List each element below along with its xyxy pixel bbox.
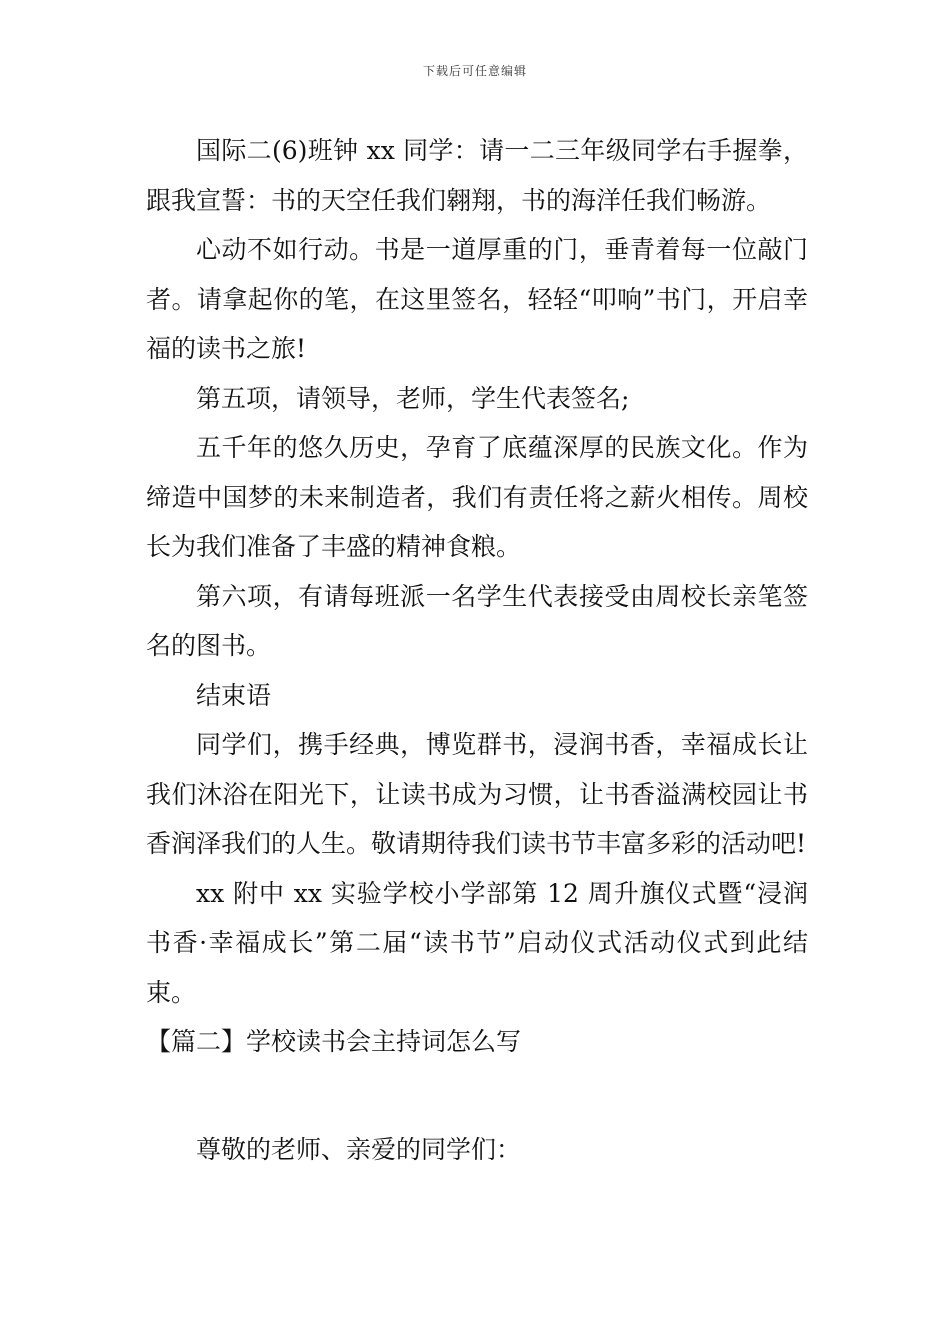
paragraph-ceremony-end: xx 附中 xx 实验学校小学部第 12 周升旗仪式暨“浸润书香·幸福成长”第二届“读书节”启动仪式活动仪式到此结束。 [146,878,808,1007]
paragraph-item-six: 第六项，有请每班派一名学生代表接受由周校长亲笔签名的图书。 [146,581,808,660]
paragraph-closing-heading: 结束语 [196,680,272,710]
header-note: 下载后可任意编辑 [422,64,527,78]
paragraph-action: 心动不如行动。书是一道厚重的门，垂青着每一位敲门者。请拿起你的笔，在这里签名，轻轻“叩响”书门，开启幸福的读书之旅! [146,235,808,363]
document-body [146,126,808,1174]
paragraph-closing-remarks: 同学们，携手经典，博览群书，浸润书香，幸福成长让我们沐浴在阳光下，让读书成为习惯，让书香溢满校园让书香润泽我们的人生。敬请期待我们读书节丰富多彩的活动吧! [146,730,808,858]
spacer-small [146,1115,808,1125]
greeting-line: 尊敬的老师、亲爱的同学们： [196,1134,522,1164]
section-heading: 【篇二】学校读书会主持词怎么写 [146,1027,522,1056]
paragraph-history: 五千年的悠久历史，孕育了底蕴深厚的民族文化。作为缔造中国梦的未来制造者，我们有责任将之薪火相传。周校长为我们准备了丰盛的精神食粮。 [146,433,808,561]
paragraph-oath: 国际二(6)班钟 xx 同学：请一二三年级同学右手握拳，跟我宣誓：书的天空任我们翱翔，书的海洋任我们畅游。 [146,136,808,215]
paragraph-item-five: 第五项，请领导，老师，学生代表签名; [196,383,630,413]
spacer [146,1067,808,1115]
